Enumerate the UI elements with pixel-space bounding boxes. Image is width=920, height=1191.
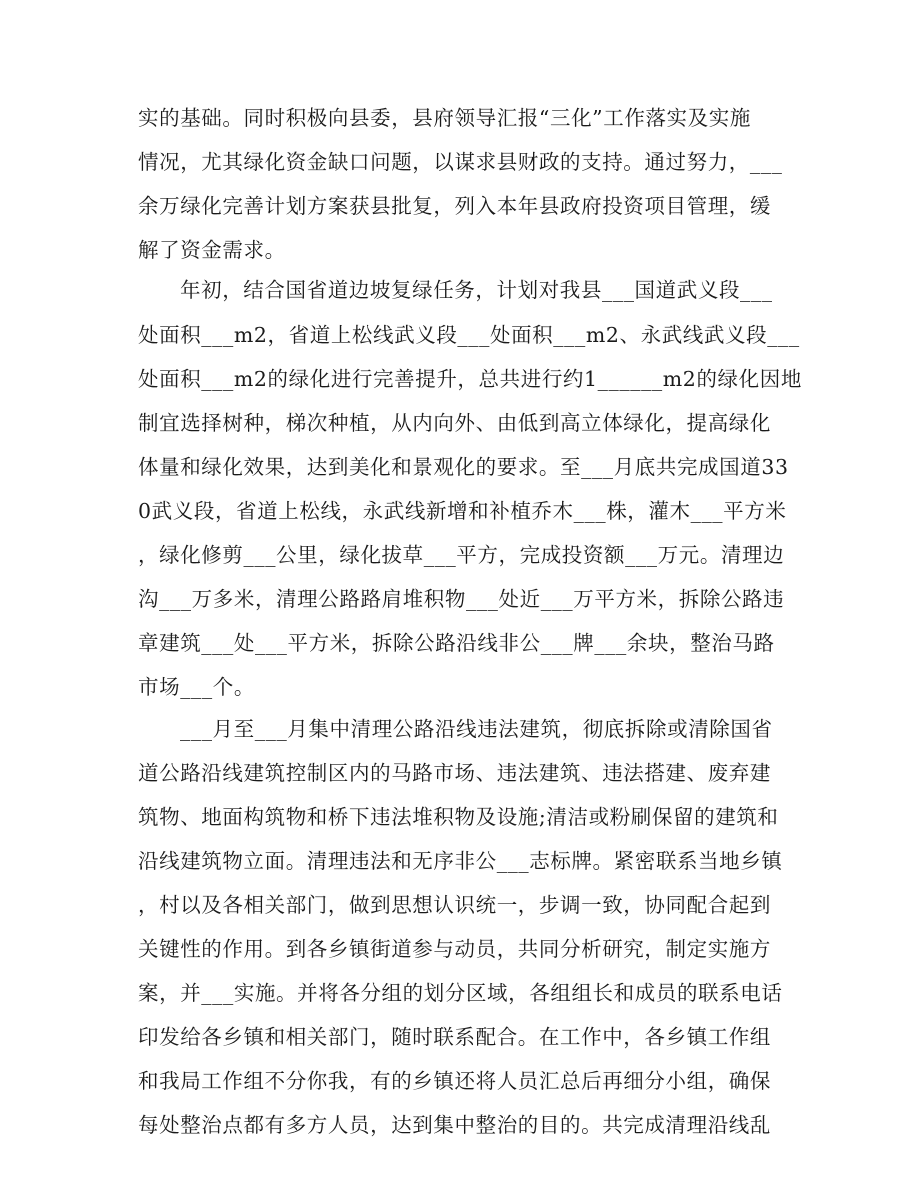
paragraph-3-line-9: 和我局工作组不分你我，有的乡镇还将人员汇总后再细分小组，确保 [138, 1069, 771, 1093]
paragraph-3-line-4: 沿线建筑物立面。清理违法和无序非公___志标牌。紧密联系当地乡镇 [138, 849, 783, 873]
paragraph-3-line-2: 道公路沿线建筑控制区内的马路市场、违法建筑、违法搭建、废弃建 [138, 761, 771, 785]
paragraph-3-line-6: 关键性的作用。到各乡镇街道参与动员，共同分析研究，制定实施方 [138, 937, 771, 961]
paragraph-2-line-10: 市场___个。 [138, 675, 255, 699]
paragraph-3-line-7: 案，并___实施。并将各分组的划分区域，各组组长和成员的联系电话 [138, 981, 783, 1005]
paragraph-2-line-3: 处面积___m2的绿化进行完善提升，总共进行约1______m2的绿化因地 [138, 367, 802, 391]
paragraph-3-line-10: 每处整治点都有多方人员，达到集中整治的目的。共完成清理沿线乱 [138, 1113, 771, 1137]
paragraph-1-line-4: 解了资金需求。 [138, 238, 286, 262]
paragraph-2-line-5: 体量和绿化效果，达到美化和景观化的要求。至___月底共完成国道33 [138, 455, 789, 479]
paragraph-1-line-1: 实的基础。同时积极向县委，县府领导汇报“三化”工作落实及实施 [138, 106, 751, 130]
paragraph-2-line-1: 年初，结合国省道边坡复绿任务，计划对我县___国道武义段___ [180, 278, 773, 302]
paragraph-2-line-7: ，绿化修剪___公里，绿化拔草___平方，完成投资额___万元。清理边 [138, 543, 785, 567]
paragraph-1-line-2: 情况，尤其绿化资金缺口问题，以谋求县财政的支持。通过努力，___ [138, 150, 783, 174]
paragraph-2-line-9: 章建筑___处___平方米，拆除公路沿线非公___牌___余块，整治马路 [138, 631, 775, 655]
paragraph-2-line-2: 处面积___m2，省道上松线武义段___处面积___m2、永武线武义段___ [138, 323, 800, 347]
paragraph-3-line-8: 印发给各乡镇和相关部门，随时联系配合。在工作中，各乡镇工作组 [138, 1025, 771, 1049]
paragraph-1-line-3: 余万绿化完善计划方案获县批复，列入本年县政府投资项目管理，缓 [138, 194, 771, 218]
paragraph-3-line-1: ___月至___月集中清理公路沿线违法建筑，彻底拆除或清除国省 [180, 717, 773, 741]
paragraph-3-line-3: 筑物、地面构筑物和桥下违法堆积物及设施;清洁或粉刷保留的建筑和 [138, 805, 779, 829]
paragraph-3-line-5: ，村以及各相关部门，做到思想认识统一，步调一致，协同配合起到 [138, 893, 771, 917]
paragraph-2-line-8: 沟___万多米，清理公路路肩堆积物___处近___万平方米，拆除公路违 [138, 587, 785, 611]
paragraph-2-line-4: 制宜选择树种，梯次种植，从内向外、由低到高立体绿化，提高绿化 [138, 411, 771, 435]
paragraph-2-line-6: 0武义段，省道上松线，永武线新增和补植乔木___株，灌木___平方米 [138, 499, 787, 523]
